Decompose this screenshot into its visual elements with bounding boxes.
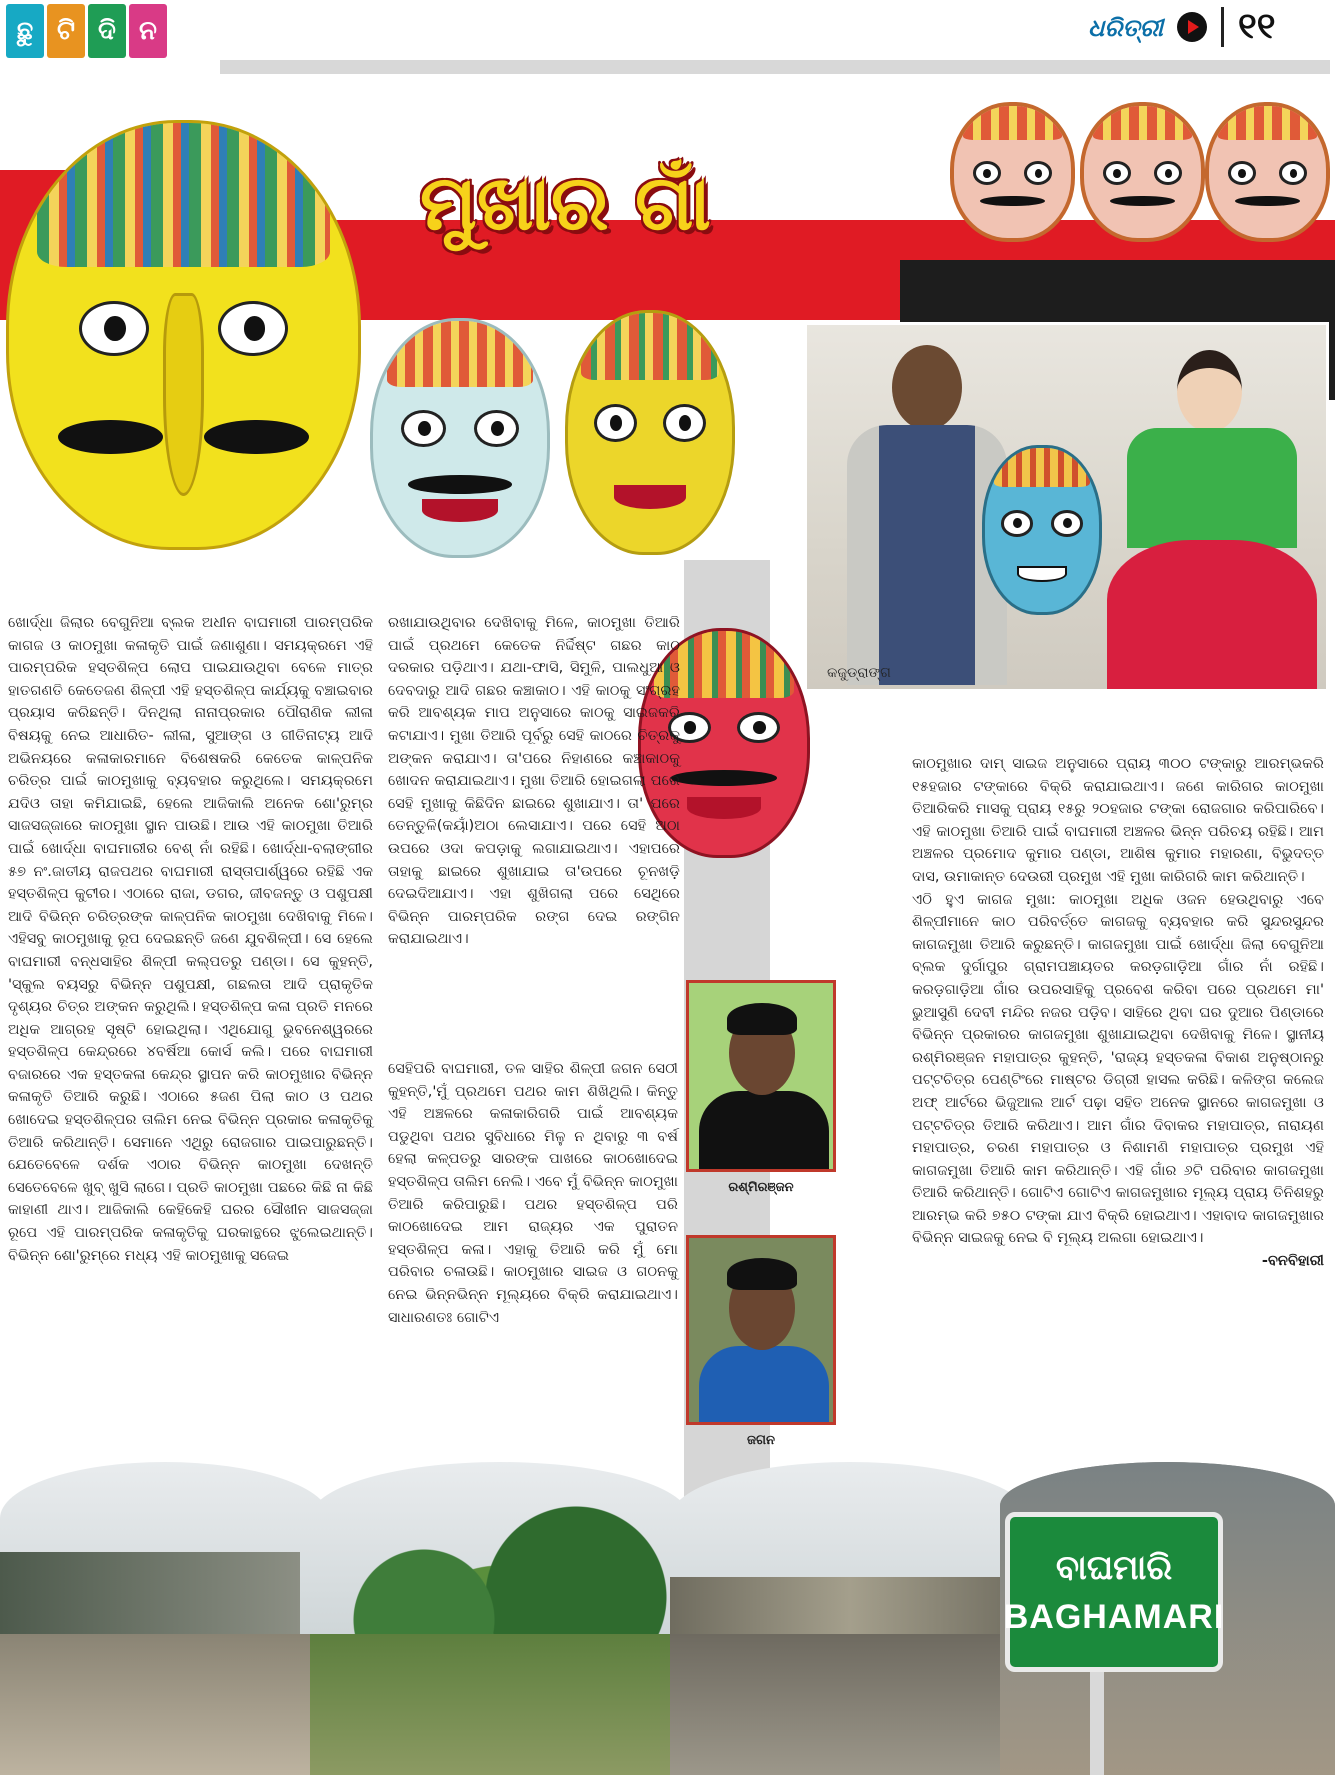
village-signboard: [1005, 1512, 1223, 1672]
section-tag: [6, 4, 167, 58]
mask-image: [370, 318, 550, 558]
portrait-caption: ଜଗନ: [747, 1433, 775, 1448]
artisan-photo: [804, 322, 1329, 692]
portrait-photo: [686, 980, 836, 1172]
village-photo: [310, 1462, 690, 1775]
section-tag-letter: ନ: [129, 4, 167, 58]
portrait-photo: [686, 1235, 836, 1425]
page-number: ୧୧: [1237, 6, 1276, 47]
mask-image: [1205, 102, 1330, 242]
article-paragraph: କାଠମୁଖାର ଦାମ୍ ସାଇଜ ଅନୁସାରେ ପ୍ରାୟ ୩୦୦ ଟଙ୍କାରୁ ଆରମ୍ଭକରି ୧୫ହଜାର ଟଙ୍କାରେ ବିକ୍ରି କରାଯାଇଥାଏ। ଜଣେ କାରିଗର କାଠମୁଖା ତିଆରିକରି ମାସକୁ ପ୍ରାୟ ୧୫ରୁ ୨୦ହଜାର ଟଙ୍କା ରୋଜଗାର କରିପାରିବେ। ଏହି କାଠମୁଖା ତିଆରି ପାଇଁ ବାଘମାରୀ ଅଞ୍ଚଳର ଭିନ୍ନ ପରିଚୟ ରହିଛି। ଆମ ଅଞ୍ଚଳର ପ୍ରମୋଦ କୁମାର ପଣ୍ଡା, ଆଶିଷ କୁମାର ମହାରଣା, ବିଭୁଦତ୍ତ ଦାସ, ଉମାକାନ୍ତ ଦେଉରୀ ପ୍ରମୁଖ ଏହି ମୁଖା କାରିଗରି କାମ କରିଥାନ୍ତି।: [912, 755, 1324, 885]
masthead: [0, 0, 1335, 62]
section-tag-letter: ଛୁ: [6, 4, 44, 58]
sign-text-odia: ବାଘମାରି: [1055, 1547, 1173, 1588]
mask-image: [565, 310, 735, 555]
article-column-2: [388, 612, 680, 951]
brand-logo: ଧରିତ୍ରୀ: [1088, 12, 1163, 42]
section-tag-letter: ଟି: [47, 4, 85, 58]
article-paragraph: ସେହିପରି ବାଘମାରୀ, ତଳ ସାହିର ଶିଳ୍ପୀ ଜଗନ ସେଠୀ କୁହନ୍ତି,'ମୁଁ ପ୍ରଥମେ ପଥର କାମ ଶିଖିଥିଲି। କିନ୍ତୁ ଏହି ଅଞ୍ଚଳରେ କଳାକାରିଗରି ପାଇଁ ଆବଶ୍ୟକ ପଡୁଥିବା ପଥର ସୁବିଧାରେ ମିଳୁ ନ ଥିବାରୁ ୩ ବର୍ଷ ହେଲା କଳ୍ପତରୁ ସାରଙ୍କ ପାଖରେ କାଠଖୋଦେଇ ହସ୍ତଶିଳ୍ପ ତାଲିମ ନେଲି। ଏବେ ମୁଁ ବିଭିନ୍ନ କାଠମୁଖା ତିଆରି କରିପାରୁଛି। ପଥର ହସ୍ତଶିଳ୍ପ ପରି କାଠଖୋଦେଇ ଆମ ରାଜ୍ୟର ଏକ ପୁରାତନ ହସ୍ତଶିଳ୍ପ କଳା। ଏହାକୁ ତିଆରି କରି ମୁଁ ମୋ ପରିବାର ଚଳାଉଛି। କାଠମୁଖାର ସାଇଜ ଓ ଗଠନକୁ ନେଇ ଭିନ୍ନଭିନ୍ନ ମୂଲ୍ୟରେ ବିକ୍ରି କରାଯାଇଥାଏ। ସାଧାରଣତଃ ଗୋଟିଏ: [388, 1060, 678, 1326]
header-rule: [220, 60, 1330, 74]
headline-title: ମୁଖାର ଗାଁ: [420, 158, 711, 247]
play-icon: [1177, 12, 1207, 42]
sign-text-latin: BAGHAMARI: [1003, 1597, 1225, 1636]
person: [1107, 350, 1317, 690]
article-column-3: [912, 753, 1324, 1273]
brand: [1088, 6, 1276, 48]
village-photo: [0, 1462, 330, 1775]
article-column-1: [8, 612, 373, 1267]
article-paragraph: ରଖାଯାଉଥିବାର ଦେଖିବାକୁ ମିଳେ, କାଠମୁଖା ତିଆରି ପାଇଁ ପ୍ରଥମେ କେତେକ ନିର୍ଦ୍ଦିଷ୍ଟ ଗଛର କାଠ ଦରକାର ପଡ଼ିଥାଏ। ଯଥା-ଫାସି, ସିମୁଳି, ପାଲଧୁଆ ଓ ଦେବଦାରୁ ଆଦି ଗଛର କଞ୍ଚାକାଠ। ଏହି କାଠକୁ ସଂଗ୍ରହ କରି ଆବଶ୍ୟକ ମାପ ଅନୁସାରେ କାଠକୁ ସାଇଜକରି କଟାଯାଏ। ମୁଖା ତିଆରି ପୂର୍ବରୁ ସେହି କାଠରେ ଚିତ୍ରକୁ ଅଙ୍କନ କରାଯାଏ। ତା'ପରେ ନିହାଣରେ କଞ୍ଚାକାଠକୁ ଖୋଦନ କରାଯାଇଥାଏ। ମୁଖା ତିଆରି ହୋଇଗଲା ପରେ ସେହି ମୁଖାକୁ କିଛିଦିନ ଛାଇରେ ଶୁଖାଯାଏ। ତା' ପରେ ତେନ୍ତୁଳି(କୟାଁ)ଅଠା ଲେସାଯାଏ। ପରେ ସେହି ଅଠା ଉପରେ ଓଦା କପଡ଼ାକୁ ଲଗାଯାଇଥାଏ। ଏହାପରେ ତାହାକୁ ଛାଇରେ ଶୁଖାଯାଇ ତା'ଉପରେ ଚୂନଖଡ଼ି ଦେଇଦିଆଯାଏ। ଏହା ଶୁଖିଗଲା ପରେ ସେଥିରେ ବିଭିନ୍ନ ପାରମ୍ପରିକ ରଙ୍ଗ ଦେଇ ରଙ୍ଗିନ କରାଯାଇଥାଏ।: [388, 614, 680, 948]
mask-image: [950, 102, 1075, 242]
byline: -ବନବିହାରୀ: [1261, 1252, 1324, 1270]
mask-image: [982, 445, 1102, 615]
article-paragraph: ଖୋର୍ଦ୍ଧା ଜିଲାର ବେଗୁନିଆ ବ୍ଲକ ଅଧୀନ ବାଘମାରୀ ପାରମ୍ପରିକ କାଗଜ ଓ କାଠମୁଖା କଳାକୃତି ପାଇଁ ଜଣାଶୁଣା। ସମୟକ୍ରମେ ଏହି ପାରମ୍ପରିକ ହସ୍ତଶିଳ୍ପ ଲୋପ ପାଇଯାଉଥିବା ବେଳେ ମାତ୍ର ହାତଗଣତି କେତେଜଣ ଶିଳ୍ପୀ ଏହି ହସ୍ତଶିଳ୍ପ କାର୍ଯ୍ୟକୁ ବଞ୍ଚାଇବାର ପ୍ରୟାସ କରିଛନ୍ତି। ଦିନଥିଲା ନାନାପ୍ରକାର ପୌରାଣିକ ଲୀଳା ବିଷୟକୁ ନେଇ ଆଧାରିତ- ଲୀଳା, ସୁଆଙ୍ଗ ଓ ଗୀତିନାଟ୍ୟ ଆଦି ଅଭିନୟରେ କଳାକାରମାନେ ବିଶେଷକରି କେତେକ କାଳ୍ପନିକ ଚରିତ୍ର ପାଇଁ କାଠମୁଖାକୁ ବ୍ୟବହାର କରୁଥିଲେ। ସମୟକ୍ରମେ ଯଦିଓ ତାହା କମିଯାଇଛି, ହେଲେ ଆଜିକାଲି ଅନେକ ଶୋ'ରୁମ୍‌ର ସାଜସଜ୍ଜାରେ କାଠମୁଖା ସ୍ଥାନ ପାଉଛି। ଆଉ ଏହି କାଠମୁଖା ତିଆରି ପାଇଁ ଖୋର୍ଦ୍ଧା ବାଘମାରୀର ବେଶ୍ ନାଁ ରହିଛି। ଖୋର୍ଦ୍ଧା-ବଲାଙ୍ଗୀର ୫୭ ନଂ.ଜାତୀୟ ରାଜପଥର ବାଘମାରୀ ରାସ୍ତାପାର୍ଶ୍ୱରେ ରହିଛି ଏକ ହସ୍ତଶିଳ୍ପ କୁଟୀର। ଏଠାରେ ରାଜା, ଡଗର, ଜୀବଜନ୍ତୁ ଓ ପଶୁପକ୍ଷୀ ଆଦି ବିଭିନ୍ନ ଚରିତ୍ରଙ୍କ କାଳ୍ପନିକ କାଠମୁଖା ଦେଖିବାକୁ ମିଳେ। ଏହିସବୁ କାଠମୁଖାକୁ ରୂପ ଦେଇଛନ୍ତି ଜଣେ ଯୁବଶିଳ୍ପୀ। ସେ ହେଲେ ବାଘମାରୀ ବନ୍ଧସାହିର ଶିଳ୍ପୀ କଲ୍ପତରୁ ପଣ୍ଡା। ସେ କୁହନ୍ତି, 'ସ୍କୁଲ ବୟସରୁ ବିଭିନ୍ନ ପଶୁପକ୍ଷୀ, ଗଛଲତା ଆଦି ପ୍ରାକୃତିକ ଦୃଶ୍ୟର ଚିତ୍ର ଅଙ୍କନ କରୁଥିଲି। ହସ୍ତଶିଳ୍ପ କଳା ପ୍ରତି ମନରେ ଅଧିକ ଆଗ୍ରହ ସୃଷ୍ଟି ହୋଇଥିଲା। ଏଥିଯୋଗୁ ଭୁବନେଶ୍ୱରରେ ହସ୍ତଶିଳ୍ପ କେନ୍ଦ୍ରରେ ୪ବର୍ଷିଆ କୋର୍ସ କଲି। ପରେ ବାଘମାରୀ ବଜାରରେ ଏକ ହସ୍ତକଳା କେନ୍ଦ୍ର ସ୍ଥାପନ କରି କାଠମୁଖାର ବିଭିନ୍ନ କଳାକୃତି ତିଆରି କରୁଛି। ଏଠାରେ ୫ଜଣ ପିଲା କାଠ ଓ ପଥର ଖୋଦେଇ ହସ୍ତଶିଳ୍ପର ତାଲିମ ନେଇ ବିଭିନ୍ନ ପ୍ରକାର କଳାକୃତିକୁ ତିଆରି କରିଥାନ୍ତି। ସେମାନେ ଏଥିରୁ ରୋଜଗାର ପାଇପାରୁଛନ୍ତି। ଯେତେବେଳେ ଦର୍ଶକ ଏଠାର ବିଭିନ୍ନ କାଠମୁଖା ଦେଖନ୍ତି ସେତେବେଳେ ଖୁବ୍ ଖୁସି ଲାଗେ। ପ୍ରତି କାଠମୁଖା ପଛରେ କିଛି ନା କିଛି କାହାଣୀ ଥାଏ। ଆଜିକାଲି କେହିକେହି ଘରର ସୌଖୀନ ସାଜସଜ୍ଜା ରୂପେ ଏହି ପାରମ୍ପରିକ କଳାକୃତିକୁ ଘରକାନ୍ଥରେ ଝୁଲେଇଥାନ୍ତି। ବିଭିନ୍ନ ଶୋ'ରୁମ୍‌ରେ ମଧ୍ୟ ଏହି କାଠମୁଖାକୁ ସଜେଇ: [8, 614, 373, 1264]
mask-image: [1080, 102, 1205, 242]
brand-separator: [1221, 7, 1224, 47]
ganesha-mask-image: [6, 120, 361, 550]
section-tag-letter: ଦି: [88, 4, 126, 58]
portrait-caption: ରଶ୍ମିରଞ୍ଜନ: [728, 1180, 794, 1195]
article-paragraph: ଏଠି ହୁଏ କାଗଜ ମୁଖା: କାଠମୁଖା ଅଧିକ ଓଜନ ହେଉଥିବାରୁ ଏବେ ଶିଳ୍ପୀମାନେ କାଠ ପରିବର୍ତ୍ତେ କାଗଜକୁ ବ୍ୟବହାର କରି ସୁନ୍ଦରସୁନ୍ଦର କାଗଜମୁଖା ତିଆରି କରୁଛନ୍ତି। କାଗଜମୁଖା ପାଇଁ ଖୋର୍ଦ୍ଧା ଜିଲା ବେଗୁନିଆ ବ୍ଲକ ଦୁର୍ଗାପୁର ଗ୍ରାମପଞ୍ଚାୟତର କରଡ଼ଗାଡ଼ିଆ ଗାଁର ନାଁ ରହିଛି। କରଡ଼ଗାଡ଼ିଆ ଗାଁର ଉପରସାହିକୁ ପ୍ରବେଶ କରିବା ପରେ ପ୍ରଥମେ ମା' ଭୁଆସୁଣି ଦେବୀ ମନ୍ଦିର ନଜର ପଡ଼ିବ। ସାହିରେ ଥିବା ଘର ଦୁଆର ପିଣ୍ଡାରେ ବିଭିନ୍ନ ପ୍ରକାରର କାଗଜମୁଖା ଶୁଖାଯାଇଥିବା ଦେଖିବାକୁ ମିଳେ। ସ୍ଥାନୀୟ ରଶ୍ମିରଞ୍ଜନ ମହାପାତ୍ର କୁହନ୍ତି, 'ରାଜ୍ୟ ହସ୍ତକଳା ବିକାଶ ଅନୁଷ୍ଠାନରୁ ପଟ୍ଟଚିତ୍ର ପେଣ୍ଟିଂରେ ମାଷ୍ଟର ଡିଗ୍ରୀ ହାସଲ କରିଛି। କଳିଙ୍ଗ କଲେଜ ଅଫ୍ ଆର୍ଟରେ ଭିଜୁଆଲ ଆର୍ଟ ପଢ଼ା ସହିତ ଅନେକ ସ୍ଥାନରେ କାଗଜମୁଖା ଓ ପଟ୍ଟଚିତ୍ର ତିଆରି କରିଥାଏ। ଆମ ଗାଁର ଦିବାକର ମହାପାତ୍ର, ନାରାୟଣ ମହାପାତ୍ର, ଚରଣ ମହାପାତ୍ର ଓ ନିଶାମଣି ମହାପାତ୍ର ପ୍ରମୁଖ ଏହି କାଗଜମୁଖା ତିଆରି କାମ କରିଥାନ୍ତି। ଏହି ଗାଁର ୬ଟି ପରିବାର କାଗଜମୁଖା ତିଆରି କରିଥାନ୍ତି। ଗୋଟିଏ ଗୋଟିଏ କାଗଜମୁଖାର ମୂଲ୍ୟ ପ୍ରାୟ ତିନିଶହରୁ ଆରମ୍ଭ କରି ୭୫୦ ଟଙ୍କା ଯାଏ ବିକ୍ରି ହୋଇଥାଏ। ଏହାବାଦ କାଗଜମୁଖାର ବିଭିନ୍ନ ସାଇଜକୁ ନେଇ ବି ମୂଲ୍ୟ ଅଲଗା ହୋଇଥାଏ।: [912, 890, 1324, 1247]
village-photo: [670, 1462, 1030, 1775]
sign-post: [1090, 1672, 1104, 1775]
photo-caption: କଜୁଡ୍ରାଙ୍ଗ: [827, 665, 891, 681]
article-column-2-cont: [388, 1058, 678, 1329]
